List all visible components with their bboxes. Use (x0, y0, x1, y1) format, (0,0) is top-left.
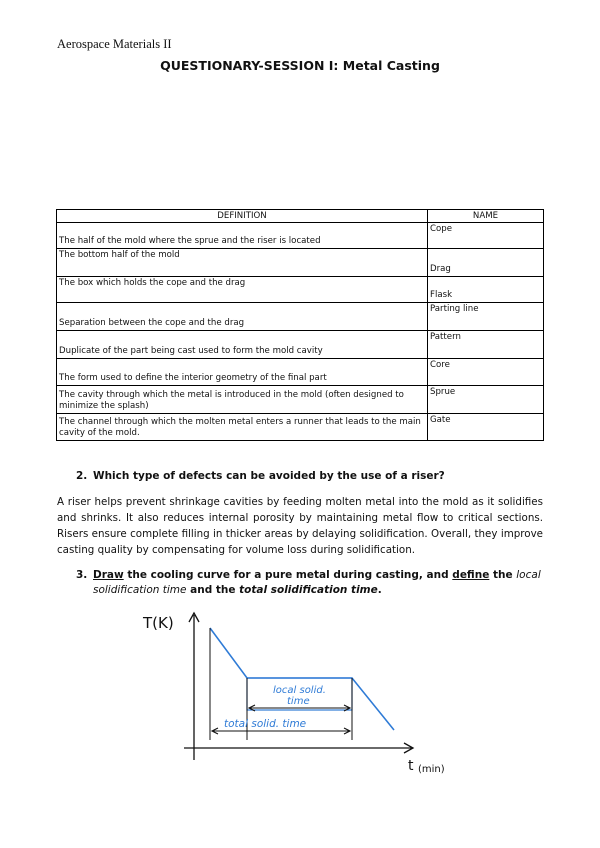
question-3-line-1 (76, 568, 546, 583)
draw-word: Draw (93, 569, 124, 581)
define-word: define (452, 569, 490, 581)
question-3-number: 3. (76, 569, 88, 581)
definition-cell: The cavity through which the metal is introduced in the mold (often designed to minimize the splash) (57, 386, 428, 414)
table-row (57, 386, 544, 414)
table-row (57, 249, 544, 277)
question-3 (76, 568, 546, 598)
local-label-line-2: time (287, 696, 310, 707)
page-title: QUESTIONARY-SESSION I: Metal Casting (160, 58, 440, 73)
definition-cell: Separation between the cope and the drag (57, 303, 428, 331)
local-label-line-1: local solid. (273, 685, 326, 696)
name-cell: Core (428, 359, 544, 386)
table-row (57, 223, 544, 249)
question-2-number: 2. (76, 470, 88, 482)
question-3-period: . (377, 584, 382, 596)
total-label: total solid. time (224, 718, 307, 730)
cooling-curve (210, 628, 394, 730)
table-row (57, 359, 544, 386)
question-3-text-c: and the (186, 584, 240, 596)
definition-cell: Duplicate of the part being cast used to form the mold cavity (57, 331, 428, 359)
name-cell: Sprue (428, 386, 544, 414)
name-cell: Pattern (428, 331, 544, 359)
question-2-text: Which type of defects can be avoided by the use of a riser? (93, 470, 445, 482)
total-solidification-time-term: total solidification time (239, 584, 378, 596)
table-header-row (57, 210, 544, 223)
name-cell: Parting line (428, 303, 544, 331)
course-name: Aerospace Materials II (57, 37, 172, 51)
definition-cell: The half of the mold where the sprue and the riser is located (57, 223, 428, 249)
question-3-text-a: the cooling curve for a pure metal during casting, and (123, 569, 453, 581)
column-header-definition: DEFINITION (57, 210, 428, 223)
definition-cell: The channel through which the molten metal enters a runner that leads to the main cavity of the mold. (57, 414, 428, 441)
cooling-curve-sketch (0, 600, 600, 785)
name-cell: Drag (428, 249, 544, 277)
y-axis-label: T(K) (143, 614, 174, 632)
name-cell: Flask (428, 277, 544, 303)
table-row (57, 277, 544, 303)
local-word: local (516, 569, 541, 581)
column-header-name: NAME (428, 210, 544, 223)
table-row (57, 303, 544, 331)
question-3-text-b: the (489, 569, 517, 581)
x-axis-label: t (408, 758, 414, 774)
question-2-answer: A riser helps prevent shrinkage cavities by feeding molten metal into the mold as it solidifies and shrinks. It also reduces internal porosity by maintaining metal flow to critical sections. Risers ensure complete filling in thicker areas by delaying solidification. Overall, they improve casting quality by compensating for volume loss during solidification. (57, 496, 543, 556)
solidification-time-term: solidification time (93, 584, 187, 596)
table-row (57, 331, 544, 359)
question-3-line-2 (76, 583, 546, 598)
name-cell: Gate (428, 414, 544, 441)
name-cell: Cope (428, 223, 544, 249)
x-axis-unit: (min) (418, 764, 445, 775)
question-2 (76, 470, 445, 482)
table-row (57, 414, 544, 441)
definition-cell: The box which holds the cope and the drag (57, 277, 428, 303)
definition-cell: The bottom half of the mold (57, 249, 428, 277)
definition-cell: The form used to define the interior geometry of the final part (57, 359, 428, 386)
definitions-table (56, 209, 544, 441)
